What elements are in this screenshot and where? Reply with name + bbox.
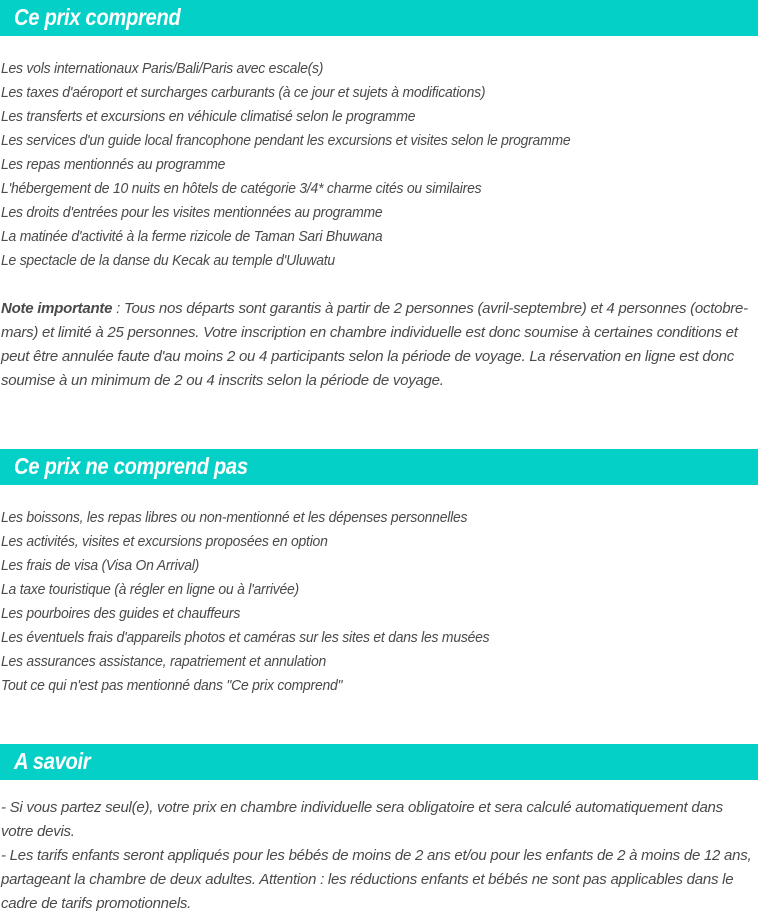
- included-items-list: [1, 57, 756, 273]
- list-item: L'hébergement de 10 nuits en hôtels de catégorie 3/4* charme cités ou similaires: [1, 180, 482, 197]
- spacer: [0, 698, 758, 744]
- list-item: Les services d'un guide local francophone pendant les excursions et visites selon le programme: [1, 132, 571, 149]
- spacer: [0, 485, 758, 506]
- spacer: [0, 780, 758, 796]
- important-note: [1, 297, 754, 393]
- good-to-know-paragraph: - Si vous partez seul(e), votre prix en chambre individuelle sera obligatoire et sera calculé automatiquement dans votre devis.: [1, 799, 723, 840]
- list-item: Les boissons, les repas libres ou non-mentionné et les dépenses personnelles: [1, 509, 468, 526]
- section-title-included: Ce prix comprend: [14, 4, 181, 30]
- spacer: [0, 36, 758, 57]
- section-body-good-to-know: [0, 796, 758, 916]
- list-item: La matinée d'activité à la ferme rizicole de Taman Sari Bhuwana: [1, 228, 383, 245]
- section-header-included: [0, 0, 758, 36]
- list-item: Le spectacle de la danse du Kecak au temple d'Uluwatu: [1, 252, 335, 269]
- list-item: Les repas mentionnés au programme: [1, 156, 226, 173]
- section-body-included: [0, 57, 758, 393]
- good-to-know-paragraph: - Les tarifs enfants seront appliqués pour les bébés de moins de 2 ans et/ou pour les enfants de 2 à moins de 12 ans, partageant la chambre de deux adultes. Attention : les réductions enfants et bébés ne sont pas applicables dans le cadre de tarifs promotionnels.: [1, 847, 752, 912]
- list-item: La taxe touristique (à régler en ligne ou à l'arrivée): [1, 581, 299, 598]
- important-note-label: Note importante: [1, 300, 113, 317]
- spacer: [1, 273, 756, 297]
- section-body-not-included: [0, 506, 758, 698]
- important-note-text: : Tous nos départs sont garantis à partir de 2 personnes (avril-septembre) et 4 personnes (octobre-mars) et limité à 25 personnes. Votre inscription en chambre individuelle est donc soumise à certaines conditions et peut être annulée faute d'au moins 2 ou 4 participants selon la période de voyage. La réservation en ligne est donc soumise à un minimum de 2 ou 4 inscrits selon la période de voyage.: [1, 300, 748, 389]
- section-title-good-to-know: A savoir: [14, 748, 91, 774]
- not-included-items-list: [1, 506, 756, 698]
- list-item: Les droits d'entrées pour les visites mentionnées au programme: [1, 204, 383, 221]
- section-title-not-included: Ce prix ne comprend pas: [14, 453, 248, 479]
- section-header-not-included: [0, 449, 758, 485]
- list-item: Les transferts et excursions en véhicule climatisé selon le programme: [1, 108, 416, 125]
- list-item: Les assurances assistance, rapatriement et annulation: [1, 653, 327, 670]
- list-item: Les taxes d'aéroport et surcharges carburants (à ce jour et sujets à modifications): [1, 84, 486, 101]
- list-item: Les frais de visa (Visa On Arrival): [1, 557, 200, 574]
- list-item: Les pourboires des guides et chauffeurs: [1, 605, 241, 622]
- list-item: Les éventuels frais d'appareils photos et caméras sur les sites et dans les musées: [1, 629, 490, 646]
- section-header-good-to-know: [0, 744, 758, 780]
- spacer: [0, 393, 758, 449]
- list-item: Les vols internationaux Paris/Bali/Paris avec escale(s): [1, 60, 324, 77]
- list-item: Les activités, visites et excursions proposées en option: [1, 533, 328, 550]
- important-note-block: [1, 297, 756, 393]
- list-item: Tout ce qui n'est pas mentionné dans "Ce prix comprend": [1, 677, 343, 694]
